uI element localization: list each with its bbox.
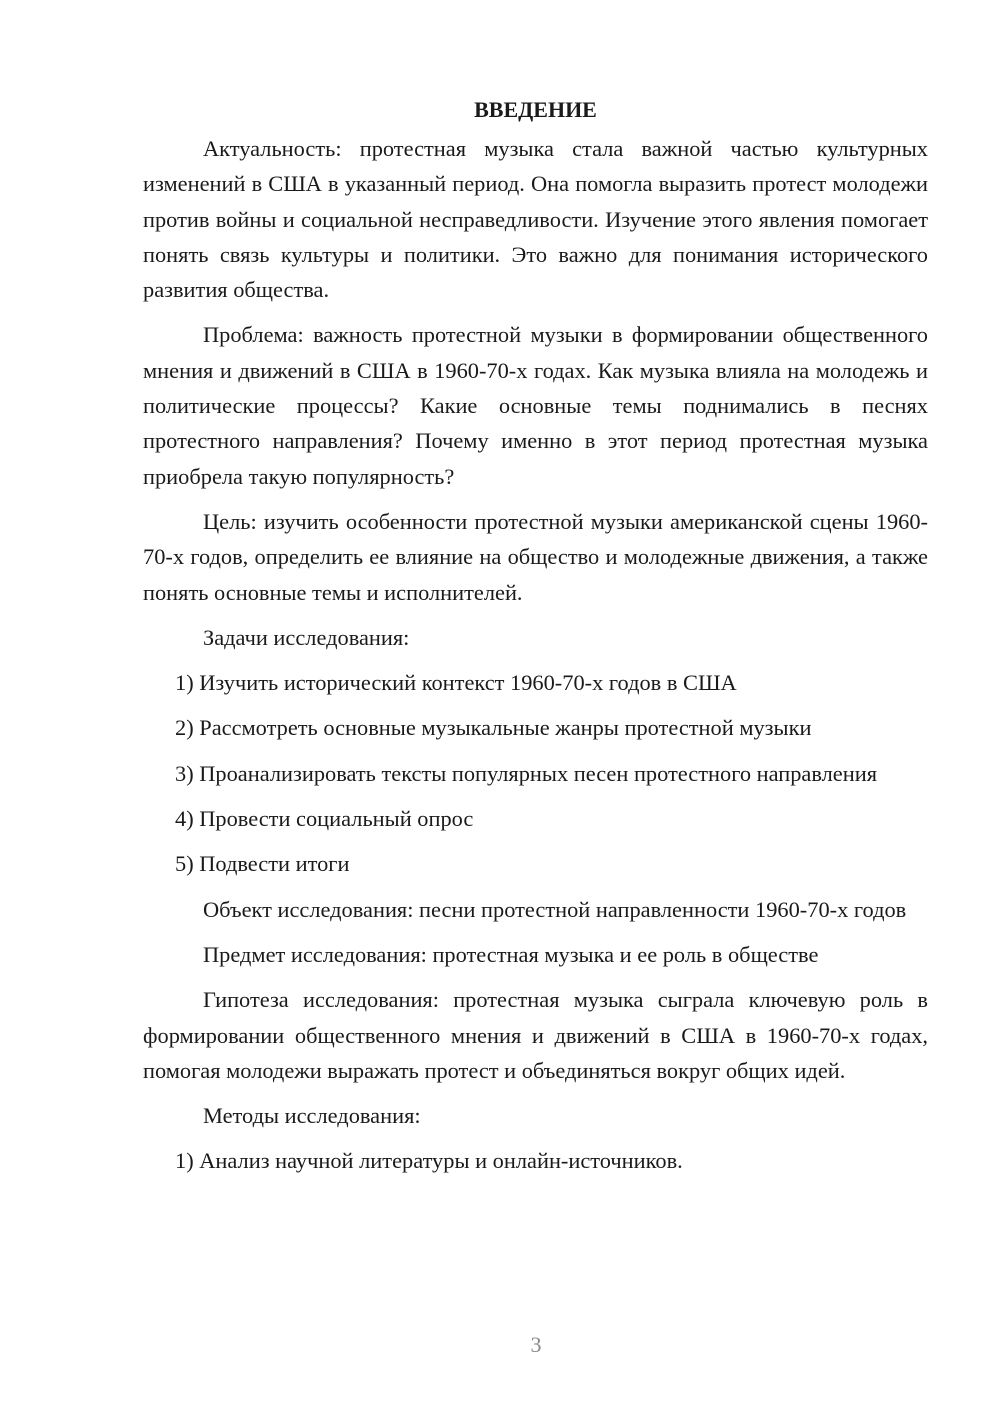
- task-item: 5) Подвести итоги: [175, 851, 350, 877]
- document-page: [143, 92, 928, 1179]
- problem-paragraph: Проблема: важность протестной музыки в формировании общественного мнения и движений в США в 1960-70-х годах. Как музыка влияла на молодежь и политические процессы? Какие основные темы поднимались в песнях протестного направления? Почему именно в этот период протестная музыка приобрела такую популярность?: [143, 322, 928, 489]
- page-number: 3: [530, 1332, 542, 1357]
- task-item: 4) Провести социальный опрос: [175, 806, 474, 832]
- research-object: Объект исследования: песни протестной направленности 1960-70-х годов: [203, 896, 907, 922]
- relevance-paragraph: Актуальность: протестная музыка стала важной частью культурных изменений в США в указанный период. Она помогла выразить протест молодежи против войны и социальной несправедливости. Изучение этого явления помогает понять связь культуры и политики. Это важно для понимания исторического развития общества.: [143, 136, 928, 303]
- research-hypothesis: Гипотеза исследования: протестная музыка сыграла ключевую роль в формировании общественного мнения и движений в США в 1960-70-х годах, помогая молодежи выражать протест и объединяться вокруг общих идей.: [143, 987, 928, 1083]
- goal-paragraph: Цель: изучить особенности протестной музыки американской сцены 1960-70-х годов, определить ее влияние на общество и молодежные движения, а также понять основные темы и исполнителей.: [143, 508, 928, 605]
- method-item: 1) Анализ научной литературы и онлайн-источников.: [175, 1148, 683, 1174]
- research-subject: Предмет исследования: протестная музыка и ее роль в обществе: [203, 941, 819, 967]
- tasks-label: Задачи исследования:: [203, 624, 410, 650]
- task-item: 2) Рассмотреть основные музыкальные жанры протестной музыки: [175, 715, 812, 741]
- section-heading: ВВЕДЕНИЕ: [474, 97, 597, 122]
- task-item: 3) Проанализировать тексты популярных песен протестного направления: [175, 760, 878, 786]
- methods-label: Методы исследования:: [203, 1103, 421, 1129]
- task-item: 1) Изучить исторический контекст 1960-70-х годов в США: [175, 670, 737, 696]
